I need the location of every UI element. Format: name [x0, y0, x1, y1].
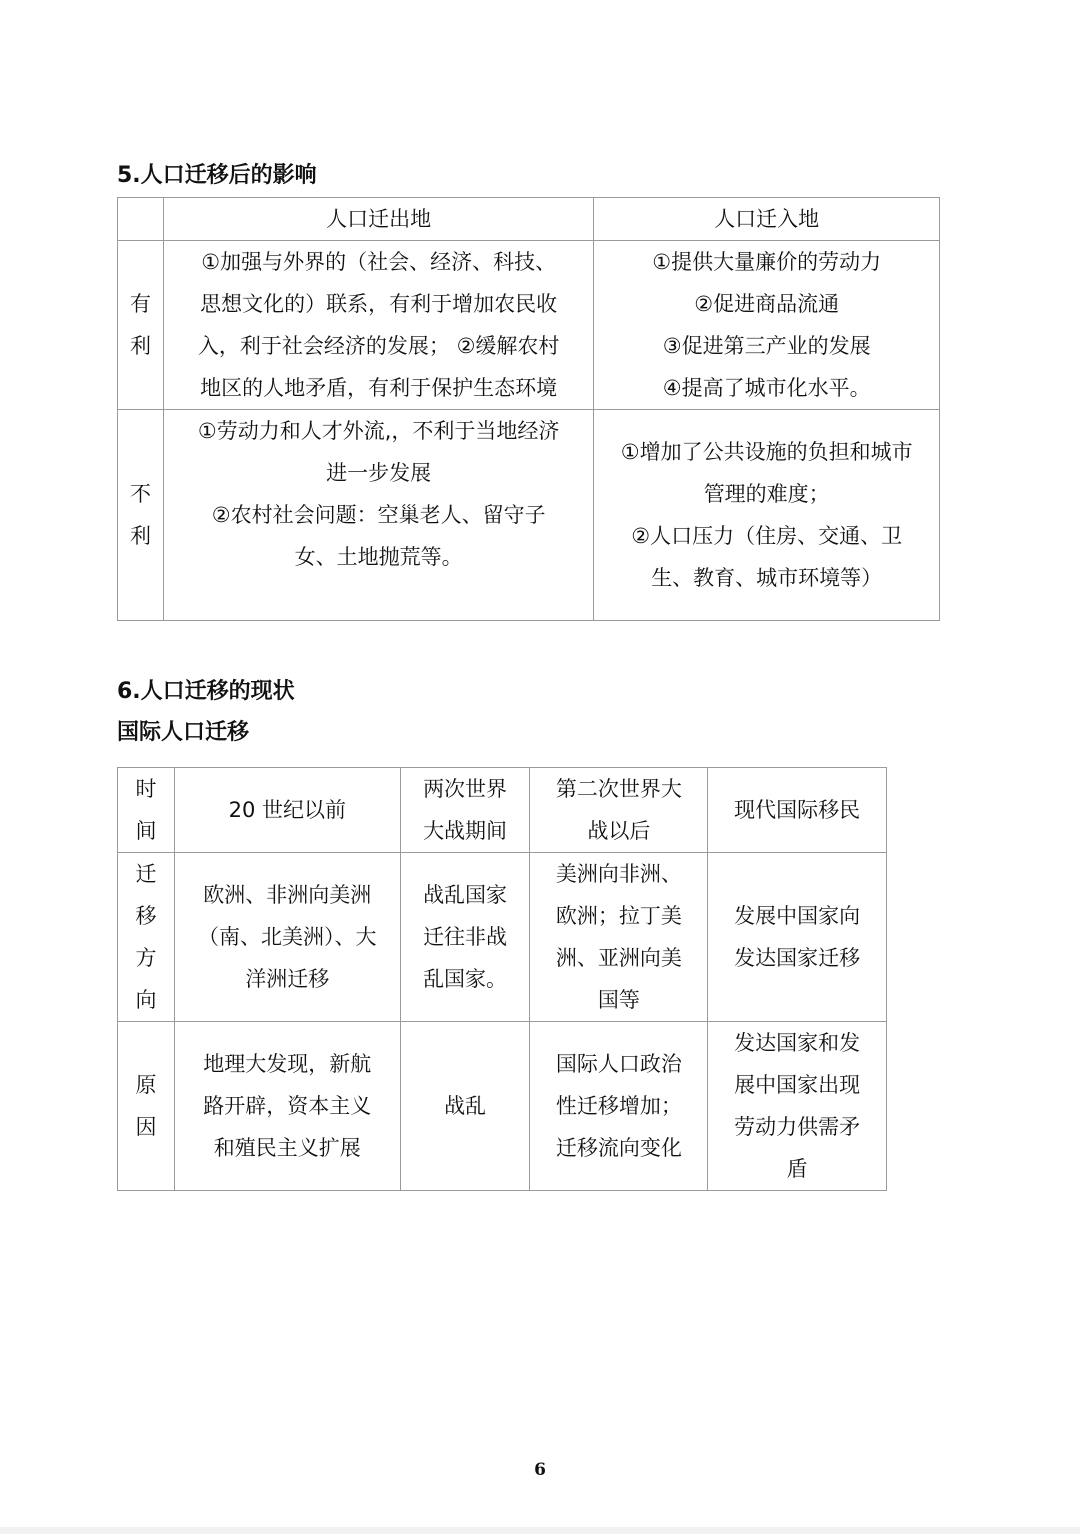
cell-text: ②促进商品流通: [694, 292, 840, 316]
cell-text: 美洲向非洲、: [555, 862, 682, 886]
cell-text: 迁移流向变化: [555, 1136, 682, 1160]
cell-text: 地理大发现，新航: [203, 1052, 372, 1076]
migration-impact-table: [117, 197, 940, 621]
page-number: 6: [534, 1460, 546, 1480]
cell-text: ①提供大量廉价的劳动力: [652, 250, 882, 274]
advantage-in-cell: [594, 241, 940, 410]
cell-text: ②农村社会问题：空巢老人、留守子: [211, 503, 546, 527]
cell-text: 战乱国家: [423, 883, 508, 907]
cell-text: 乱国家。: [423, 967, 508, 991]
advantage-out-cell: [163, 241, 593, 410]
cell-text: 管理的难度；: [703, 482, 830, 506]
international-migration-table: [117, 767, 887, 1191]
cell-text: 战乱: [444, 1094, 487, 1118]
row-label-reason: [118, 1022, 175, 1191]
cell-text: 发展中国家向: [734, 904, 861, 928]
direction-world-wars: [400, 853, 530, 1022]
col-header-post-ww2: [530, 768, 708, 853]
table-header-row: [118, 768, 887, 853]
cell-text: 思想文化的）联系，有利于增加农民收: [200, 292, 558, 316]
label-char: 不: [129, 482, 151, 506]
cell-text: 发达国家和发: [734, 1031, 861, 1055]
cell-text: 盾: [786, 1157, 808, 1181]
cell-text: （南、北美洲）、大: [198, 925, 377, 949]
reason-modern: [708, 1022, 887, 1191]
corner-cell: [118, 198, 164, 241]
section6-subtitle: 国际人口迁移: [117, 720, 250, 745]
reason-world-wars: [400, 1022, 530, 1191]
cell-text: 国等: [597, 988, 640, 1012]
table-row-direction: [118, 853, 887, 1022]
cell-text: 欧洲；拉丁美: [555, 904, 682, 928]
section5-title: 5.人口迁移后的影响: [117, 163, 317, 188]
cell-text: 发达国家迁移: [734, 946, 861, 970]
cell-text: 欧洲、非洲向美洲: [203, 883, 372, 907]
cell-text: 进一步发展: [326, 461, 432, 485]
cell-text: 两次世界: [423, 777, 508, 801]
disadvantage-out-cell: [163, 410, 593, 621]
cell-text: ④提高了城市化水平。: [662, 376, 871, 400]
cell-text: ①增加了公共设施的负担和城市: [620, 440, 913, 464]
cell-text: 大战期间: [423, 819, 508, 843]
cell-text: 地区的人地矛盾，有利于保护生态环境: [200, 376, 558, 400]
reason-pre20c: [174, 1022, 400, 1191]
reason-post-ww2: [530, 1022, 708, 1191]
cell-text: 现代国际移民: [734, 798, 861, 822]
col-header-world-wars: [400, 768, 530, 853]
cell-text: ②人口压力（住房、交通、卫: [631, 524, 903, 548]
cell-text: 性迁移增加；: [555, 1094, 682, 1118]
label-char: 方: [135, 946, 157, 970]
table-row-disadvantage: [118, 410, 940, 621]
label-char: 原: [135, 1073, 157, 1097]
row-label-advantage: [118, 241, 164, 410]
label-char: 迁: [135, 862, 157, 886]
direction-post-ww2: [530, 853, 708, 1022]
cell-text: 劳动力供需矛: [734, 1115, 861, 1139]
row-label-direction: [118, 853, 175, 1022]
cell-text: 洲、亚洲向美: [555, 946, 682, 970]
cell-text: 洋洲迁移: [245, 967, 330, 991]
label-char: 利: [129, 524, 151, 548]
col-header-in: 人口迁入地: [594, 198, 940, 241]
cell-text: ①加强与外界的（社会、经济、科技、: [201, 250, 557, 274]
cell-text: ①劳动力和人才外流,，不利于当地经济: [197, 419, 560, 443]
label-char: 因: [135, 1115, 157, 1139]
direction-modern: [708, 853, 887, 1022]
col-header-pre20c: [174, 768, 400, 853]
label-char: 移: [135, 904, 157, 928]
label-char: 时: [135, 777, 157, 801]
cell-text: 路开辟，资本主义: [203, 1094, 372, 1118]
label-char: 间: [135, 819, 157, 843]
col-header-modern: [708, 768, 887, 853]
table-header-row: [118, 198, 940, 241]
row-label-time: [118, 768, 175, 853]
cell-text: ③促进第三产业的发展: [662, 334, 871, 358]
disadvantage-in-cell: [594, 410, 940, 621]
table-row-reason: [118, 1022, 887, 1191]
cell-text: 生、教育、城市环境等）: [651, 566, 883, 590]
cell-text: 入，利于社会经济的发展； ②缓解农村: [197, 334, 560, 358]
direction-pre20c: [174, 853, 400, 1022]
row-label-disadvantage: [118, 410, 164, 621]
section6-title: 6.人口迁移的现状: [117, 679, 295, 704]
cell-text: 迁往非战: [423, 925, 508, 949]
cell-text: 20 世纪以前: [228, 798, 346, 822]
cell-text: 和殖民主义扩展: [213, 1136, 361, 1160]
page-bottom-strip: [0, 1527, 1080, 1534]
cell-text: 展中国家出现: [734, 1073, 861, 1097]
cell-text: 女、土地抛荒等。: [294, 545, 463, 569]
table-row-advantage: [118, 241, 940, 410]
label-char: 利: [129, 334, 151, 358]
cell-text: 国际人口政治: [555, 1052, 682, 1076]
cell-text: 第二次世界大: [555, 777, 682, 801]
label-char: 有: [129, 292, 151, 316]
col-header-out: 人口迁出地: [163, 198, 593, 241]
cell-text: 战以后: [587, 819, 651, 843]
label-char: 向: [135, 988, 157, 1012]
